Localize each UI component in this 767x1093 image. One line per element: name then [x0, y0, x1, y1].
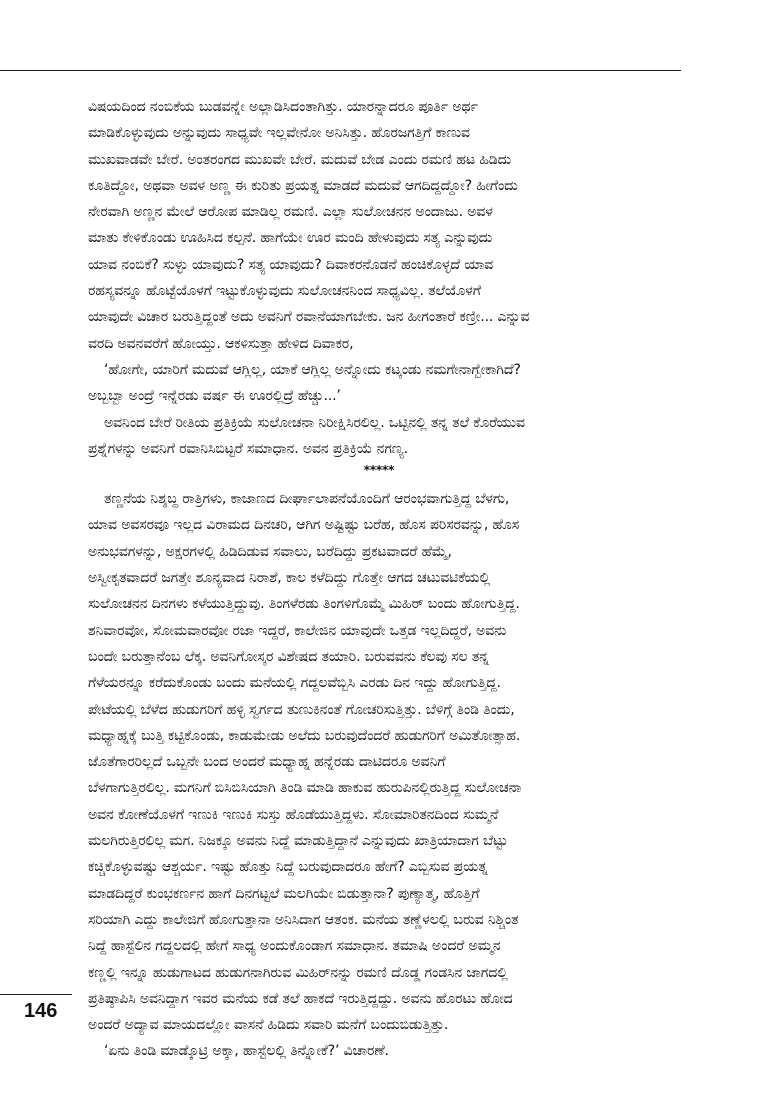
text-line: ತಣ್ಣನೆಯ ನಿಶ್ಶಬ್ದ ರಾತ್ರಿಗಳು, ಕಾಜಾಣದ ದೀರ್ಘಾಲಾಪನೆಯೊಂದಿಗೆ ಆರಂಭವಾಗುತ್ತಿದ್ದ ಬೆಳಗು, — [104, 491, 510, 508]
text-line: ಬೆಳಗಾಗುತ್ತಿರಲಿಲ್ಲ. ಮಗನಿಗೆ ಬಿಸಿಬಿಸಿಯಾಗಿ ತಿಂಡಿ ಮಾಡಿ ಹಾಕುವ ಹುರುಪಿನಲ್ಲಿರುತ್ತಿದ್ದ ಸುಲೋಚನಾ — [88, 780, 522, 797]
text-line: ಸುಲೋಚನನ ದಿನಗಳು ಕಳೆಯುತ್ತಿದ್ದುವು. ತಿಂಗಳೆರಡು ತಿಂಗಳಿಗೊಮ್ಮೆ ಮಿಹಿರ್ ಬಂದು ಹೋಗುತ್ತಿದ್ದ. — [88, 596, 520, 613]
footer-rule — [0, 994, 72, 995]
text-line: ರಹಸ್ಯವನ್ನೂ ಹೊಟ್ಟೆಯೊಳಗೆ ಇಟ್ಟುಕೊಳ್ಳುವುದು ಸುಲೋಚನನಿಂದ ಸಾಧ್ಯವಿಲ್ಲ. ತಲೆಯೊಳಗೆ — [88, 283, 481, 300]
text-line: ಮಧ್ಯಾಹ್ನಕ್ಕೆ ಬುತ್ತಿ ಕಟ್ಟಿಕೊಂಡು, ಕಾಡುಮೇಡು ಅಲೆದು ಬರುವುದೆಂದರೆ ಹುಡುಗರಿಗೆ ಅಮಿತೋತ್ಸಾಹ. — [88, 727, 521, 744]
header-rule — [0, 70, 681, 71]
text-line: ಕಣ್ಣಲ್ಲಿ ಇನ್ನೂ ಹುಡುಗಾಟದ ಹುಡುಗನಾಗಿರುವ ಮಿಹಿರ್‌ನನ್ನು ರಮಣಿ ದೊಡ್ಡ ಗಂಡಸಿನ ಜಾಗದಲ್ಲಿ — [88, 964, 508, 981]
text-line: ಬಂದೇ ಬರುತ್ತಾನೆಂಬ ಲೆಕ್ಕ. ಅವನಿಗೋಸ್ಕರ ವಿಶೇಷದ ತಯಾರಿ. ಬರುವವನು ಕೆಲವು ಸಲ ತನ್ನ — [88, 648, 489, 665]
text-line: ಗೆಳೆಯರನ್ನೂ ಕರೆದುಕೊಂಡು ಬಂದು ಮನೆಯಲ್ಲಿ ಗದ್ದಲವೆಬ್ಬಿಸಿ ಎರಡು ದಿನ ಇದ್ದು ಹೋಗುತ್ತಿದ್ದ. — [88, 675, 501, 692]
text-line: ಮಾತು ಕೇಳಿಕೊಂಡು ಊಹಿಸಿದ ಕಲ್ಪನೆ. ಹಾಗೆಯೇ ಊರ ಮಂದಿ ಹೇಳುವುದು ಸತ್ಯ ಎನ್ನುವುದು — [88, 230, 493, 247]
text-line: ಪ್ರಶ್ನೆಗಳನ್ನು ಅವನಿಗೆ ರವಾನಿಸಿಬಿಟ್ಟರೆ ಸಮಾಧಾನ. ಅವನ ಪ್ರತಿಕ್ರಿಯೆ ನಗಣ್ಯ. — [88, 440, 408, 457]
page-number: 146 — [24, 1000, 58, 1022]
dialogue-1 — [88, 357, 670, 410]
text-line: ‘ಏನು ತಿಂಡಿ ಮಾಡ್ಕೊಟ್ರಿ ಅಕ್ಕಾ, ಹಾಸ್ಟೆಲಲ್ಲಿ ತಿನ್ನೋಕೆ?’ ವಿಚಾರಣೆ. — [104, 1043, 389, 1060]
paragraph-3 — [88, 486, 670, 1038]
paragraph-2 — [88, 410, 670, 463]
paragraph-1 — [88, 94, 670, 357]
text-line: ಅನುಭವಗಳನ್ನು, ಅಕ್ಷರಗಳಲ್ಲಿ ಹಿಡಿದಿಡುವ ಸವಾಲು, ಬರೆದಿದ್ದು ಪ್ರಕಟವಾದರೆ ಹೆಮ್ಮೆ, — [88, 543, 452, 560]
text-line: ಅವನ ಕೋಣೆಯೊಳಗೆ ಇಣುಕಿ ಇಣುಕಿ ಸುಸ್ತು ಹೊಡೆಯುತ್ತಿದ್ದಳು. ಸೋಮಾರಿತನದಿಂದ ಸುಮ್ಮನೆ — [88, 806, 499, 823]
text-line: ಮುಖವಾಡವೇ ಬೇರೆ. ಅಂತರಂಗದ ಮುಖವೇ ಬೇರೆ. ಮದುವೆ ಬೇಡ ಎಂದು ರಮಣಿ ಹಟ ಹಿಡಿದು — [88, 151, 512, 168]
dialogue-2 — [88, 1038, 670, 1064]
text-line: ವರದಿ ಅವನವರೆಗೆ ಹೋಯ್ತು. ಆಕಳಿಸುತ್ತಾ ಹೇಳಿದ ದಿವಾಕರ, — [88, 335, 354, 352]
text-line: ಮಲಗಿರುತ್ತಿರಲಿಲ್ಲ ಮಗ. ನಿಜಕ್ಕೂ ಅವನು ನಿದ್ದೆ ಮಾಡುತ್ತಿದ್ದಾನೆ ಎನ್ನುವುದು ಖಾತ್ರಿಯಾದಾಗ ಬೆಟ್ಟು — [88, 833, 508, 850]
text-line: ಅಸ್ವೀಕೃತವಾದರೆ ಜಗತ್ತೇ ಶೂನ್ಯವಾದ ನಿರಾಶೆ, ಕಾಲ ಕಳೆದಿದ್ದು ಗೊತ್ತೇ ಆಗದ ಚಟುವಟಿಕೆಯಲ್ಲಿ — [88, 570, 491, 587]
text-line: ಮಾಡದಿದ್ದರೆ ಕುಂಭಕರ್ಣನ ಹಾಗೆ ದಿನಗಟ್ಟಲೆ ಮಲಗಿಯೇ ಬಿಡುತ್ತಾನಾ? ಪುಣ್ಯಾತ್ಮ, ಹೊತ್ತಿಗೆ — [88, 885, 480, 902]
page-body — [88, 94, 670, 1065]
text-line: ಕೂತಿದ್ದೋ, ಅಥವಾ ಅವಳ ಅಣ್ಣ ಈ ಕುರಿತು ಪ್ರಯತ್ನ ಮಾಡದೆ ಮದುವೆ ಆಗದಿದ್ದದ್ದೋ? ಹೀಗೆಂದು — [88, 177, 518, 194]
text-line: ‘ಹೋಗೇ, ಯಾರಿಗೆ ಮದುವೆ ಆಗ್ಲಿಲ್ಲ, ಯಾಕೆ ಆಗ್ಲಿಲ್ಲ ಅನ್ನೋದು ಕಟ್ಕಂಡು ನಮಗೇನಾಗ್ಬೇಕಾಗಿದೆ? — [104, 361, 521, 378]
text-line: ಶನಿವಾರವೋ, ಸೋಮವಾರವೋ ರಜಾ ಇದ್ದರೆ, ಕಾಲೇಜಿನ ಯಾವುದೇ ಒತ್ತಡ ಇಲ್ಲದಿದ್ದರೆ, ಅವನು — [88, 622, 507, 639]
section-gap — [88, 478, 670, 486]
text-line: ಅಬ್ಬಬ್ಬಾ ಅಂದ್ರೆ ಇನ್ನೆರಡು ವರ್ಷ ಈ ಊರಲ್ಲಿದ್ರೆ ಹೆಚ್ಚು...’ — [88, 388, 341, 405]
text-line: ಅವನಿಂದ ಬೇರೆ ರೀತಿಯ ಪ್ರತಿಕ್ರಿಯೆ ಸುಲೋಚನಾ ನಿರೀಕ್ಷಿಸಿರಲಿಲ್ಲ. ಒಟ್ಟಿನಲ್ಲಿ ತನ್ನ ತಲೆ ಕೊರೆಯುವ — [104, 414, 525, 431]
text-line: ಜೊತೆಗಾರರಿಲ್ಲದೆ ಒಬ್ಬನೇ ಬಂದ ಅಂದರೆ ಮಧ್ಯಾಹ್ನ ಹನ್ನೆರಡು ದಾಟಿದರೂ ಅವನಿಗೆ — [88, 754, 446, 771]
text-line: ಪೇಟೆಯಲ್ಲಿ ಬೆಳೆದ ಹುಡುಗರಿಗೆ ಹಳ್ಳಿ ಸ್ವರ್ಗದ ತುಣುಕಿನಂತೆ ಗೋಚರಿಸುತ್ತಿತ್ತು. ಬೆಳಿಗ್ಗೆ ತಿಂಡಿ ತಿಂದು, — [88, 701, 515, 718]
text-line: ನೇರವಾಗಿ ಅಣ್ಣನ ಮೇಲೆ ಆರೋಪ ಮಾಡಿಲ್ಲ ರಮಣಿ. ಎಲ್ಲಾ ಸುಲೋಚನನ ಅಂದಾಜು. ಅವಳ — [88, 204, 493, 221]
text-line: ಅಂದರೆ ಅದ್ಯಾವ ಮಾಯದಲ್ಲೋ ವಾಸನೆ ಹಿಡಿದು ಸವಾರಿ ಮನೆಗೆ ಬಂದುಬಿಡುತ್ತಿತ್ತು. — [88, 1017, 449, 1034]
text-line: ಸರಿಯಾಗಿ ಎದ್ದು ಕಾಲೇಜಿಗೆ ಹೋಗುತ್ತಾನಾ ಅನಿಸಿದಾಗ ಆತಂಕ. ಮನೆಯ ತಣ್ಣೆಳಲಲ್ಲಿ ಬರುವ ನಿಶ್ಚಿಂತ — [88, 911, 519, 928]
text-line: ವಿಷಯದಿಂದ ನಂಬಿಕೆಯ ಬುಡವನ್ನೇ ಅಲ್ಲಾಡಿಸಿದಂತಾಗಿತ್ತು. ಯಾರನ್ನಾದರೂ ಪೂರ್ತಿ ಅರ್ಥ — [88, 99, 478, 115]
text-line: ಯಾವ ಅವಸರವೂ ಇಲ್ಲದ ವಿರಾಮದ ದಿನಚರಿ, ಆಗಿಗ ಅಷ್ಟಿಷ್ಟು ಬರೆಹ, ಹೊಸ ಪರಿಸರವನ್ನು, ಹೊಸ — [88, 517, 520, 534]
text-line: ಕಚ್ಚಿಕೊಳ್ಳುವಷ್ಟು ಆಶ್ಚರ್ಯ. ಇಷ್ಟು ಹೊತ್ತು ನಿದ್ದೆ ಬರುವುದಾದರೂ ಹೇಗೆ? ಎಬ್ಬಿಸುವ ಪ್ರಯತ್ನ — [88, 859, 488, 876]
text-line: ಮಾಡಿಕೊಳ್ಳುವುದು ಅನ್ನುವುದು ಸಾಧ್ಯವೇ ಇಲ್ಲವೇನೋ ಅನಿಸಿತ್ತು. ಹೊರಜಗತ್ತಿಗೆ ಕಾಣುವ — [88, 125, 470, 142]
text-line: ಯಾವುದೇ ವಿಚಾರ ಬರುತ್ತಿದ್ದಂತೆ ಅದು ಅವನಿಗೆ ರವಾನೆಯಾಗಬೇಕು. ಜನ ಹೀಗಂತಾರೆ ಕಣ್ರೀ... ಎನ್ನುವ — [88, 309, 530, 326]
section-separator: ***** — [363, 463, 395, 478]
text-line: ಪ್ರತಿಷ್ಠಾಪಿಸಿ ಅವನಿದ್ದಾಗ ಇವರ ಮನೆಯ ಕಡೆ ತಲೆ ಹಾಕದೆ ಇರುತ್ತಿದ್ದದ್ದು. ಅವನು ಹೊರಟು ಹೋದ — [88, 990, 513, 1007]
text-line: ನಿದ್ದೆ ಹಾಸ್ಟೆಲಿನ ಗದ್ದಲದಲ್ಲಿ ಹೇಗೆ ಸಾಧ್ಯ ಅಂದುಕೊಂಡಾಗ ಸಮಾಧಾನ. ತಮಾಷಿ ಅಂದರೆ ಅಮ್ಮನ — [88, 938, 501, 955]
text-line: ಯಾವ ನಂಬಿಕೆ? ಸುಳ್ಳು ಯಾವುದು? ಸತ್ಯ ಯಾವುದು? ದಿವಾಕರನೊಡನೆ ಹಂಚಿಕೊಳ್ಳದೆ ಯಾವ — [88, 256, 494, 273]
